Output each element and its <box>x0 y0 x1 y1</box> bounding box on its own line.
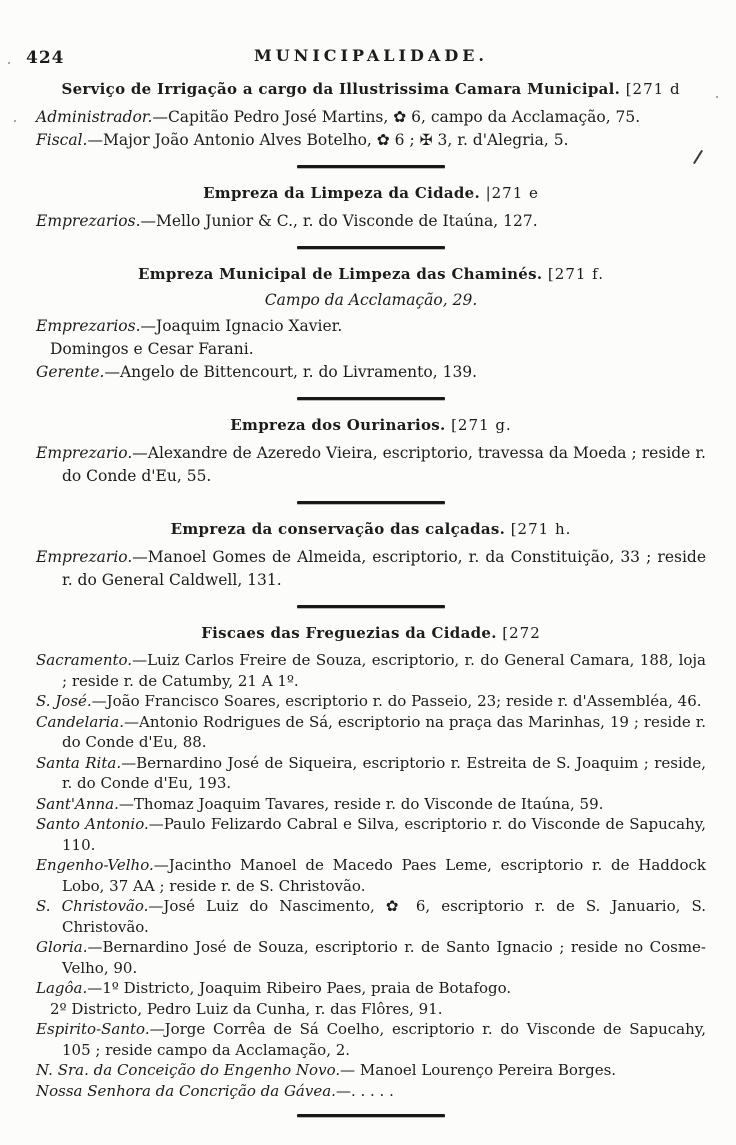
entry-line <box>36 999 706 1020</box>
entry-line <box>36 546 706 592</box>
entry-line <box>36 753 706 794</box>
entry-lead: Emprezario. <box>36 548 133 566</box>
entry-text: —Angelo de Bittencourt, r. do Livramento, 139. <box>104 363 478 381</box>
entry-lead: S. José. <box>36 692 92 710</box>
scan-speck <box>8 62 10 64</box>
entry-lead: Emprezario. <box>36 444 133 462</box>
entry-text: —Bernardino José de Siqueira, escriptorio r. Estreita de S. Joaquim ; reside, r. do Conde d'Eu, 193. <box>62 753 706 792</box>
entry-text: —. . . . . <box>335 1081 394 1100</box>
section <box>36 80 706 168</box>
section-ref: [271 f. <box>547 265 604 283</box>
entry-text: 2º Districto, Pedro Luiz da Cunha, r. das Flôres, 91. <box>50 999 443 1018</box>
entry-line <box>36 896 706 937</box>
section-divider <box>297 605 445 608</box>
entry-lead: Candelaria. <box>36 712 124 731</box>
entry-lead: Nossa Senhora da Concrição da Gávea. <box>36 1081 336 1100</box>
section-heading <box>36 416 706 434</box>
entry-line <box>36 794 706 815</box>
section <box>36 520 706 608</box>
scan-speck <box>14 120 16 122</box>
entry-line <box>36 1019 706 1060</box>
entry-text: —Thomaz Joaquim Tavares, reside r. do Visconde de Itaúna, 59. <box>118 794 604 813</box>
section-ref: |271 e <box>485 184 539 202</box>
entry-lead: Emprezarios. <box>36 317 141 335</box>
entry-lead: Santo Antonio. <box>36 815 149 833</box>
entry-lead: Sacramento. <box>36 651 133 669</box>
section-heading-text: Empreza Municipal de Limpeza das Chaminés. <box>138 265 548 283</box>
page-number: 424 <box>26 48 65 68</box>
section-heading <box>36 520 706 538</box>
entry-line <box>36 106 706 129</box>
entry-line <box>36 937 706 978</box>
entry-line <box>36 814 706 855</box>
entry-lead: Emprezarios. <box>36 212 141 230</box>
entry-text: —José Luiz do Nascimento, ✿ 6, escriptorio r. de S. Januario, S. Christovão. <box>62 897 706 936</box>
section <box>36 416 706 504</box>
section <box>36 184 706 249</box>
entry-line <box>36 978 706 999</box>
section-divider <box>297 1114 445 1117</box>
section-heading-text: Empreza da conservação das calçadas. <box>170 520 511 538</box>
section-heading <box>36 184 706 202</box>
entry-line <box>36 1081 706 1102</box>
entry-line <box>36 691 706 712</box>
entry-line <box>36 129 706 152</box>
entry-line <box>36 855 706 896</box>
entry-lead: Santa Rita. <box>36 753 122 772</box>
entry-line <box>36 361 706 384</box>
entry-line <box>36 442 706 488</box>
entry-text: —Bernardino José de Souza, escriptorio r. de Santo Ignacio ; reside no Cosme-Velho, 90. <box>62 938 706 977</box>
entry-text: Domingos e Cesar Farani. <box>50 340 254 358</box>
section-heading-text: Empreza dos Ourinarios. <box>230 416 452 434</box>
section-heading <box>36 624 706 642</box>
section-ref: [272 <box>502 624 541 642</box>
entry-text: —Luiz Carlos Freire de Souza, escriptorio, r. do General Camara, 188, loja ; reside r. de Catumby, 21 A 1º. <box>62 651 706 690</box>
entry-lead: N. Sra. da Conceição do Engenho Novo. <box>36 1061 341 1079</box>
entry-text: —1º Districto, Joaquim Ribeiro Paes, praia de Botafogo. <box>87 979 512 997</box>
section-heading <box>36 265 706 283</box>
entry-text: —Paulo Felizardo Cabral e Silva, escriptorio r. do Visconde de Sapucahy, 110. <box>62 815 706 854</box>
entry-line <box>36 650 706 691</box>
section-heading-text: Fiscaes das Freguezias da Cidade. <box>201 624 503 642</box>
entry-text: —Jacintho Manoel de Macedo Paes Leme, escriptorio r. de Haddock Lobo, 37 AA ; reside r. de S. Christovão. <box>62 856 706 895</box>
section <box>36 624 706 1117</box>
section-ref: [271 g. <box>451 416 512 434</box>
sections <box>36 80 706 1117</box>
entry-lead: Gloria. <box>36 938 88 956</box>
entry-text: —Alexandre de Azeredo Vieira, escriptorio, travessa da Moeda ; reside r. do Conde d'Eu, 55. <box>62 444 706 485</box>
scan-speck <box>716 96 718 98</box>
entry-text: —Jorge Corrêa de Sá Coelho, escriptorio r. do Visconde de Sapucahy, 105 ; reside campo da Acclamação, 2. <box>62 1020 706 1059</box>
entry-text: —Manoel Gomes de Almeida, escriptorio, r. da Constituição, 33 ; reside r. do General Caldwell, 131. <box>62 548 706 589</box>
section-heading <box>36 80 706 98</box>
entry-lead: Sant'Anna. <box>36 794 119 813</box>
masthead <box>26 46 706 72</box>
section-divider <box>297 165 445 168</box>
entry-lead: Espirito-Santo. <box>36 1020 150 1038</box>
entry-lead: Lagôa. <box>36 979 88 997</box>
section-heading-text: Serviço de Irrigação a cargo da Illustrissima Camara Municipal. <box>61 80 626 98</box>
entry-lead: Fiscal. <box>36 131 88 149</box>
section-ref: [271 d <box>625 80 681 98</box>
entry-line <box>36 1060 706 1081</box>
entry-text: —Antonio Rodrigues de Sá, escriptorio na praça das Marinhas, 19 ; reside r. do Conde d'Eu, 88. <box>62 712 706 751</box>
section <box>36 265 706 400</box>
section-subtitle: Campo da Acclamação, 29. <box>264 291 478 309</box>
entry-text: —Major João Antonio Alves Botelho, ✿ 6 ; ✠ 3, r. d'Alegria, 5. <box>87 131 569 149</box>
section-divider <box>297 246 445 249</box>
section-ref: [271 h. <box>510 520 572 538</box>
entry-text: —Mello Junior & C., r. do Visconde de Itaúna, 127. <box>140 212 538 230</box>
entry-line <box>36 338 706 361</box>
entry-lead: Gerente. <box>36 363 105 381</box>
entry-text: —Joaquim Ignacio Xavier. <box>140 317 343 335</box>
entry-line <box>36 315 706 338</box>
section-heading-text: Empreza da Limpeza da Cidade. <box>203 184 486 202</box>
section-divider <box>297 397 445 400</box>
entry-line <box>36 712 706 753</box>
entry-lead: Engenho-Velho. <box>36 856 154 874</box>
entry-text: — Manoel Lourenço Pereira Borges. <box>340 1061 617 1079</box>
entry-text: —João Francisco Soares, escriptorio r. do Passeio, 23; reside r. d'Assembléa, 46. <box>91 692 702 710</box>
entry-lead: Administrador. <box>36 108 153 126</box>
entry-lead: S. Christovão. <box>36 897 149 915</box>
entry-text: —Capitão Pedro José Martins, ✿ 6, campo da Acclamação, 75. <box>152 108 641 126</box>
page-title: MUNICIPALIDADE. <box>254 46 488 65</box>
entry-line <box>36 210 706 233</box>
section-divider <box>297 501 445 504</box>
